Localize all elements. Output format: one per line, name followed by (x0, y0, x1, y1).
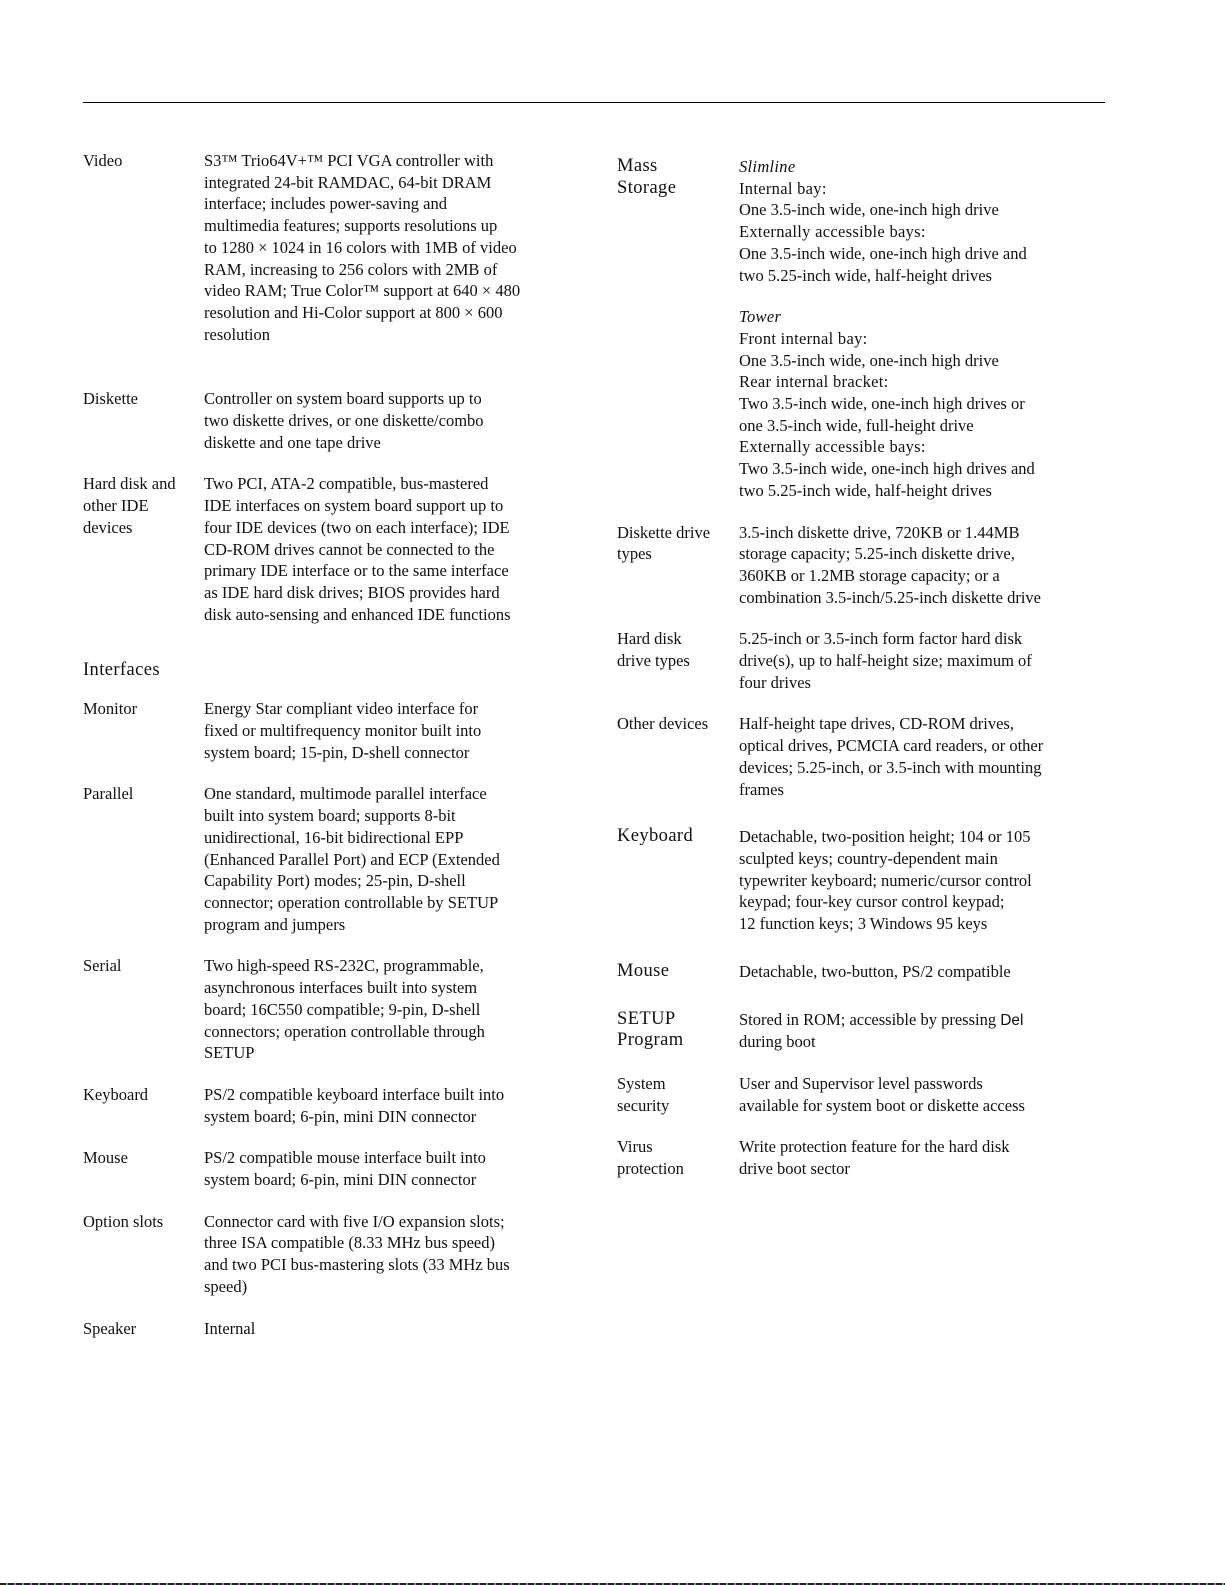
spec-definition (204, 783, 583, 935)
spec-row-monitor (83, 698, 583, 763)
spec-line: connector; operation controllable by SETUP (204, 892, 499, 912)
spec-term-line: Virus (617, 1137, 653, 1157)
spec-line: devices; 5.25-inch, or 3.5-inch with mounting (739, 757, 1042, 777)
spec-line: Two 3.5-inch wide, one-inch high drives or (739, 394, 1025, 414)
spec-line: PS/2 compatible mouse interface built into (204, 1148, 486, 1168)
spec-row-mouse (617, 961, 1117, 983)
spec-definition (204, 1084, 583, 1127)
spec-line: Connector card with five I/O expansion slots; (204, 1211, 505, 1231)
spec-line: asynchronous interfaces built into system (204, 978, 478, 998)
spec-definition (739, 826, 1117, 935)
spec-line (739, 1009, 1117, 1032)
tower-heading: Tower (739, 307, 782, 327)
spec-row-mouse-interface (83, 1147, 583, 1190)
spec-line: speed) (204, 1276, 248, 1296)
spec-line: Half-height tape drives, CD-ROM drives, (739, 714, 1014, 734)
spec-row-diskette (83, 388, 583, 453)
spec-row-virus-protection (617, 1136, 1117, 1179)
spec-row-keyboard (617, 826, 1117, 935)
spec-definition (739, 156, 1117, 502)
spec-line: keypad; four-key cursor control keypad; (739, 892, 1005, 912)
spec-row-hard-disk (83, 473, 583, 625)
spec-line: diskette and one tape drive (204, 432, 381, 452)
spec-definition (204, 473, 583, 625)
spec-term: Serial (83, 956, 122, 976)
spec-row-setup (617, 1009, 1117, 1053)
spec-line: PS/2 compatible keyboard interface built into (204, 1084, 505, 1104)
spec-term: Monitor (83, 699, 138, 719)
spec-line: two 5.25-inch wide, half-height drives (739, 480, 992, 500)
spec-definition (204, 1147, 583, 1190)
spec-line: Write protection feature for the hard disk (739, 1137, 1010, 1157)
spec-definition (204, 1211, 583, 1298)
slimline-internal-label: Internal bay: (739, 178, 827, 198)
spec-line: Internal (204, 1318, 256, 1338)
spec-line: system board; 6-pin, mini DIN connector (204, 1170, 477, 1190)
spec-definition (739, 628, 1117, 693)
spec-definition (739, 1009, 1117, 1053)
spec-line: Energy Star compliant video interface for (204, 699, 479, 719)
spec-line: board; 16C550 compatible; 9-pin, D-shell (204, 999, 481, 1019)
spec-line: Two high-speed RS-232C, programmable, (204, 956, 484, 976)
spec-line: available for system boot or diskette access (739, 1095, 1025, 1115)
spec-row-diskette-types (617, 522, 1117, 609)
spec-line: four drives (739, 672, 811, 692)
spec-line: storage capacity; 5.25-inch diskette drive, (739, 544, 1015, 564)
spec-row-speaker (83, 1318, 583, 1340)
spec-definition (739, 1073, 1117, 1116)
spec-line: SETUP (204, 1043, 255, 1063)
spec-line: S3™ Trio64V+™ PCI VGA controller with (204, 151, 494, 170)
spec-line: User and Supervisor level passwords (739, 1073, 983, 1093)
spec-line: Two 3.5-inch wide, one-inch high drives and (739, 459, 1035, 479)
spec-line: (Enhanced Parallel Port) and ECP (Extended (204, 849, 500, 869)
spec-definition (204, 388, 583, 453)
spec-line: built into system board; supports 8-bit (204, 806, 456, 826)
spec-term-line: System (617, 1073, 666, 1093)
spec-term: Keyboard (617, 826, 694, 847)
spec-line: three ISA compatible (8.33 MHz bus speed) (204, 1233, 495, 1253)
spec-row-keyboard-interface (83, 1084, 583, 1127)
spec-line: combination 3.5-inch/5.25-inch diskette drive (739, 587, 1041, 607)
del-key-label: Del (1000, 1011, 1024, 1029)
spec-term-line: security (617, 1095, 670, 1115)
spec-term: Mouse (83, 1148, 128, 1168)
spec-line: 3.5-inch diskette drive, 720KB or 1.44MB (739, 522, 1020, 542)
spec-line: 360KB or 1.2MB storage capacity; or a (739, 565, 1000, 585)
spec-term (617, 628, 739, 671)
spec-term-line: Storage (617, 177, 677, 198)
spec-term-line: drive types (617, 651, 690, 671)
spec-term-line: devices (83, 517, 133, 537)
spec-line: CD-ROM drives cannot be connected to the (204, 539, 495, 559)
spec-definition (739, 522, 1117, 609)
spec-definition (739, 1136, 1117, 1179)
spec-term-line: SETUP (617, 1008, 676, 1029)
spec-line: frames (739, 779, 784, 799)
spec-row-system-security (617, 1073, 1117, 1116)
spec-term: Keyboard (83, 1084, 149, 1104)
spec-line: Two PCI, ATA-2 compatible, bus-mastered (204, 474, 489, 494)
spec-line: interface; includes power-saving and (204, 194, 447, 214)
spec-line: Detachable, two-button, PS/2 compatible (739, 961, 1011, 981)
header-rule (83, 102, 1105, 103)
spec-line: fixed or multifrequency monitor built into (204, 721, 482, 741)
spec-row-option-slots (83, 1211, 583, 1298)
spec-line: IDE interfaces on system board support up to (204, 496, 504, 516)
spec-term-line: other IDE (83, 496, 149, 516)
left-column (83, 150, 583, 1339)
spec-line: disk auto-sensing and enhanced IDE functions (204, 604, 511, 624)
spec-line: resolution and Hi-Color support at 800 × 600 (204, 302, 503, 322)
spec-term (617, 1009, 739, 1052)
spec-line: during boot (739, 1032, 816, 1052)
section-title-interfaces: Interfaces (83, 660, 160, 681)
spec-line: One 3.5-inch wide, one-inch high drive (739, 200, 999, 220)
spec-term: Option slots (83, 1211, 164, 1231)
spec-line: one 3.5-inch wide, full-height drive (739, 415, 974, 435)
spec-line: One 3.5-inch wide, one-inch high drive and (739, 243, 1027, 263)
spec-definition (739, 961, 1117, 983)
spec-line: resolution (204, 324, 270, 344)
spec-line: four IDE devices (two on each interface); IDE (204, 517, 510, 537)
spec-line: connectors; operation controllable through (204, 1021, 485, 1041)
spec-term (617, 1073, 739, 1116)
slimline-external-label: Externally accessible bays: (739, 222, 926, 242)
spec-line: drive boot sector (739, 1159, 850, 1179)
spec-row-other-devices (617, 713, 1117, 800)
spec-term-line: Hard disk and (83, 474, 176, 494)
spec-term (617, 156, 739, 199)
spec-line: Detachable, two-position height; 104 or 105 (739, 827, 1031, 847)
spec-term-line: Diskette drive (617, 522, 711, 542)
spec-term (83, 473, 204, 538)
spec-row-video (83, 150, 583, 345)
spec-line: One 3.5-inch wide, one-inch high drive (739, 350, 999, 370)
spec-term: Video (83, 151, 123, 170)
spec-term: Diskette (83, 389, 138, 409)
spec-row-hard-disk-types (617, 628, 1117, 693)
spec-line: two 5.25-inch wide, half-height drives (739, 265, 992, 285)
slimline-heading: Slimline (739, 157, 796, 176)
spec-line: as IDE hard disk drives; BIOS provides hard (204, 582, 500, 602)
spec-term-line: Program (617, 1030, 684, 1051)
spec-line: unidirectional, 16-bit bidirectional EPP (204, 827, 464, 847)
spec-line: primary IDE interface or to the same interface (204, 561, 509, 581)
spec-line: system board; 6-pin, mini DIN connector (204, 1106, 477, 1126)
spec-term-line: Mass (617, 156, 658, 176)
spec-definition (204, 698, 583, 763)
spec-line: and two PCI bus-mastering slots (33 MHz bus (204, 1255, 510, 1275)
spec-line: to 1280 × 1024 in 16 colors with 1MB of video (204, 237, 517, 257)
spec-line: 12 function keys; 3 Windows 95 keys (739, 914, 988, 934)
spec-line: integrated 24-bit RAMDAC, 64-bit DRAM (204, 172, 492, 192)
spec-line: two diskette drives, or one diskette/combo (204, 411, 484, 431)
spec-line: multimedia features; supports resolutions up (204, 216, 498, 236)
spec-line: video RAM; True Color™ support at 640 × 480 (204, 281, 521, 301)
spec-term: Other devices (617, 714, 709, 734)
spec-line: Controller on system board supports up to (204, 389, 482, 409)
spec-definition (204, 955, 583, 1064)
spec-line: sculpted keys; country-dependent main (739, 848, 998, 868)
spec-line: RAM, increasing to 256 colors with 2MB of (204, 259, 498, 279)
spec-definition (739, 713, 1117, 800)
spec-line: 5.25-inch or 3.5-inch form factor hard disk (739, 629, 1023, 649)
spec-line: optical drives, PCMCIA card readers, or other (739, 736, 1044, 756)
spec-line: One standard, multimode parallel interface (204, 784, 487, 804)
spec-text: Stored in ROM; accessible by pressing (739, 1009, 1001, 1029)
spec-line: program and jumpers (204, 914, 346, 934)
spec-definition (204, 150, 583, 345)
spec-line: system board; 15-pin, D-shell connector (204, 742, 470, 762)
tower-front-label: Front internal bay: (739, 328, 868, 348)
tower-external-label: Externally accessible bays: (739, 437, 926, 457)
tower-rear-label: Rear internal bracket: (739, 372, 889, 392)
spec-definition (204, 1318, 583, 1340)
spec-term: Mouse (617, 960, 670, 981)
right-column (617, 156, 1117, 1180)
spec-line: typewriter keyboard; numeric/cursor control (739, 870, 1032, 890)
spec-line: drive(s), up to half-height size; maximum of (739, 651, 1032, 671)
spec-term-line: protection (617, 1159, 684, 1179)
spec-term: Speaker (83, 1318, 137, 1338)
spec-row-mass-storage (617, 156, 1117, 502)
spec-term: Parallel (83, 784, 134, 804)
spec-term-line: Hard disk (617, 629, 682, 649)
spec-term (617, 1136, 739, 1179)
spec-term (617, 522, 739, 565)
spec-term-line: types (617, 544, 652, 564)
spec-row-parallel (83, 783, 583, 935)
spec-line: Capability Port) modes; 25-pin, D-shell (204, 871, 466, 891)
spec-row-serial (83, 955, 583, 1064)
